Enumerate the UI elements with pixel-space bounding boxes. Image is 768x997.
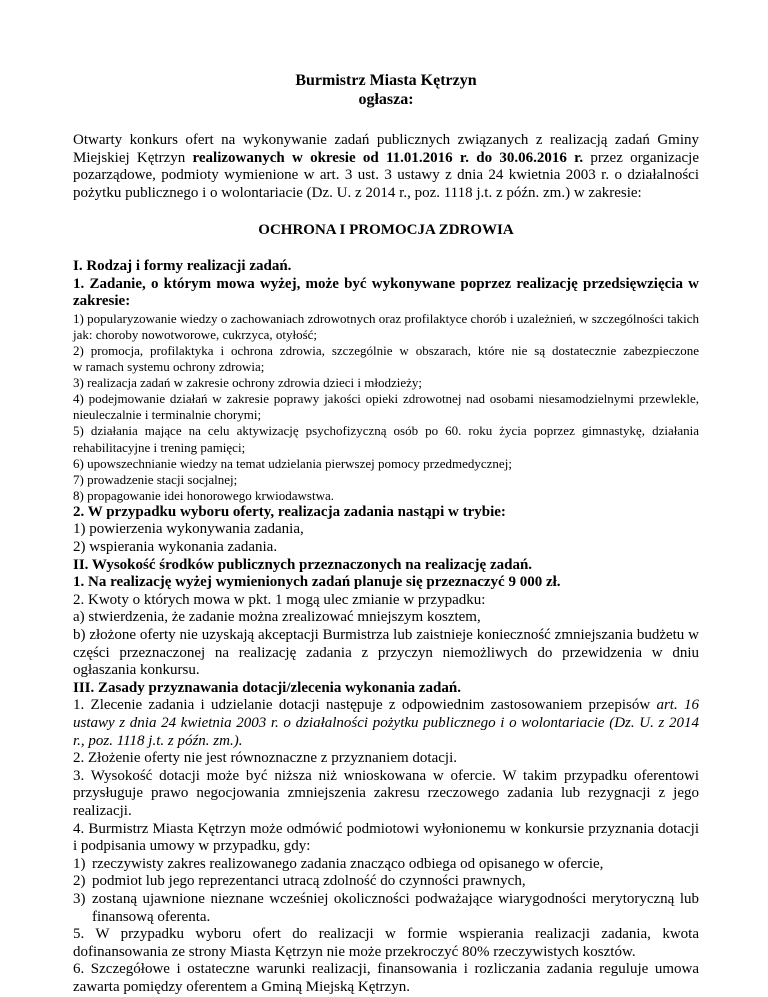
- document-title: Burmistrz Miasta Kętrzyn: [295, 72, 477, 89]
- list-item: 2) wspierania wykonania zadania.: [73, 539, 278, 556]
- list-text: zostaną ujawnione nieznane wcześniej okoliczności podważające wiarygodności merytoryczną lub finansową oferenta.: [92, 890, 699, 925]
- section-2-heading: II. Wysokość środków publicznych przeznaczonych na realizację zadań.: [73, 556, 533, 573]
- list-number: 3): [73, 890, 86, 907]
- list-item: 3) realizacja zadań w zakresie ochrony zdrowia dzieci i młodzieży;: [73, 375, 423, 391]
- section-2-p1: 1. Na realizację wyżej wymienionych zadań planuje się przeznaczyć 9 000 zł.: [73, 574, 561, 591]
- list-text: rzeczywisty zakres realizowanego zadania znacząco odbiega od opisanego w ofercie,: [92, 855, 604, 872]
- list-item: 7) prowadzenie stacji socjalnej;: [73, 471, 238, 487]
- intro-text-end: przez organizacje pozarządowe, podmioty wymienione w art. 3 ust. 3 ustawy z dnia 24 kwietnia 2003 r. o działalności pożytku publicznego i o wolontariacie (Dz. U. z 2014 r., poz. 1118 j.t. z późn. zm.) w zakresie:: [73, 149, 699, 201]
- list-item: 2) promocja, profilaktyka i ochrona zdrowia, szczególnie w obszarach, które nie są dostatecznie zabezpieczone w ramach systemu ochrony zdrowia;: [73, 342, 748, 375]
- list-item: [73, 891, 699, 926]
- intro-text: Otwarty konkurs ofert na wykonywanie zadań publicznych związanych z realizacją zadań Gminy Miejskiej Kętrzyn: [73, 132, 699, 166]
- section-2-p2: 2. Kwoty o których mowa w pkt. 1 mogą ulec zmianie w przypadku:: [73, 591, 486, 608]
- section-1-sub2: 2. W przypadku wyboru oferty, realizacja zadania nastąpi w trybie:: [73, 503, 506, 520]
- intro-period: realizowanych w okresie od 11.01.2016 r. do 30.06.2016 r.: [192, 149, 584, 166]
- intro-paragraph: [73, 132, 699, 202]
- list-item: 1) popularyzowanie wiedzy o zachowaniach zdrowotnych oraz profilaktyce chorób i uzależnień, w szczególności takich jak: choroby nowotworowe, cukrzyca, otyłość;: [73, 310, 699, 342]
- document-subtitle: ogłasza:: [358, 91, 414, 108]
- list-item: 5) działania mające na celu aktywizację psychofizyczną osób po 60. roku życia poprzez gimnastykę, działania rehabilitacyjne i trening pamięci;: [73, 423, 699, 455]
- section-3-p1: [73, 697, 699, 750]
- section-3-p6: 6. Szczegółowe i ostateczne warunki realizacji, finansowania i rozliczania zadania reguluje umowa zawarta pomiędzy oferentem a Gminą Miejską Kętrzyn.: [73, 961, 699, 995]
- section-3-p5: 5. W przypadku wyboru ofert do realizacji w formie wspierania realizacji zadania, kwota dofinansowania ze strony Miasta Kętrzyn nie może przekroczyć 80% rzeczywistych kosztów.: [73, 926, 699, 960]
- list-number: 2): [73, 873, 86, 890]
- section-2-b: b) złożone oferty nie uzyskają akceptacji Burmistrza lub zaistnieje konieczność zmniejszania budżetu w części przeznaczonej na realizację zadania z przyczyn niemożliwych do przewidzenia w dniu ogłaszania konkursu.: [73, 627, 699, 679]
- list-item: [73, 856, 699, 874]
- list-item: [73, 873, 699, 891]
- list-number: 1): [73, 855, 86, 872]
- section-1-sub1: 1. Zadanie, o którym mowa wyżej, może być wykonywane poprzez realizację przedsięwzięcia w zakresie:: [73, 275, 699, 310]
- section-3-heading: III. Zasady przyznawania dotacji/zlecenia wykonania zadań.: [73, 679, 461, 696]
- section-3-p1-text: 1. Zlecenie zadania i udzielanie dotacji następuje z odpowiednim zastosowaniem przepisów: [73, 697, 657, 714]
- list-item: 6) upowszechnianie wiedzy na temat udzielania pierwszej pomocy przedmedycznej;: [73, 455, 512, 471]
- section-1-heading: I. Rodzaj i formy realizacji zadań.: [73, 257, 292, 274]
- list-item: 8) propagowanie idei honorowego krwiodawstwa.: [73, 487, 335, 503]
- section-title: OCHRONA I PROMOCJA ZDROWIA: [258, 222, 514, 239]
- section-3-p1-law: art. 16 ustawy z dnia 24 kwietnia 2003 r. o działalności pożytku publicznego i o wolontariacie (Dz. U. z 2014 r., poz. 1118 j.t. z późn. zm.).: [73, 697, 699, 749]
- list-text: podmiot lub jego reprezentanci utracą zdolność do czynności prawnych,: [92, 873, 526, 890]
- section-3-p4: 4. Burmistrz Miasta Kętrzyn może odmówić podmiotowi wyłonionemu w konkursie przyznania dotacji i podpisania umowy w przypadku, gdy:: [73, 820, 699, 855]
- list-item: 4) podejmowanie działań w zakresie poprawy jakości opieki zdrowotnej nad osobami niesamodzielnymi przewlekle, nieuleczalnie i terminalnie chorymi;: [73, 391, 699, 423]
- section-3-p3: 3. Wysokość dotacji może być niższa niż wnioskowana w ofercie. W takim przypadku oferentowi przysługuje prawo negocjowania zmniejszenia zakresu rzeczowego zadania lub rezygnacji z jego realizacji.: [73, 767, 699, 819]
- section-3-p2: 2. Złożenie oferty nie jest równoznaczne z przyznaniem dotacji.: [73, 750, 457, 767]
- section-2-a: a) stwierdzenia, że zadanie można zrealizować mniejszym kosztem,: [73, 609, 481, 626]
- document-page: [73, 0, 748, 997]
- list-item: 1) powierzenia wykonywania zadania,: [73, 521, 304, 538]
